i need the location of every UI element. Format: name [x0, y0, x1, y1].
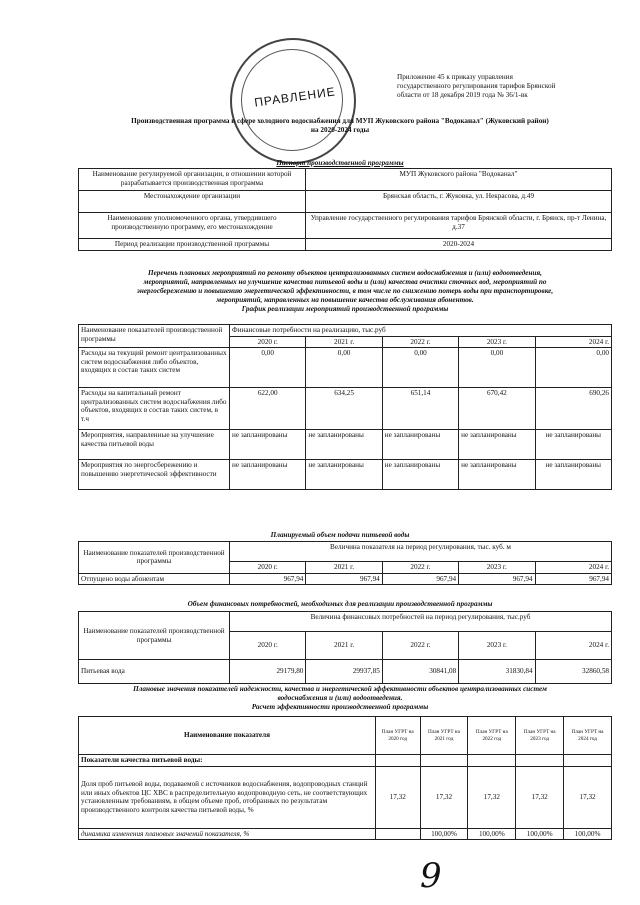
table-cell: не запланированы — [459, 460, 535, 490]
events-subheading: График реализации мероприятий производственной программы — [241, 305, 449, 313]
table-cell: 0,00 — [382, 348, 458, 388]
year-header: 2020 г. — [230, 336, 306, 348]
appendix-line: Приложение 45 к приказу управления — [397, 73, 513, 81]
table-cell: не запланированы — [230, 430, 306, 460]
table-cell: 0,00 — [535, 348, 611, 388]
table-cell: 967,94 — [535, 573, 612, 585]
table-row-label: Отпущено воды абонентам — [79, 573, 230, 585]
year-header: 2021 г. — [306, 562, 382, 574]
table-cell: 651,14 — [382, 388, 458, 430]
events-heading-line: мероприятий, направленных на повышение качества обслуживания абонентов. — [216, 296, 474, 304]
col-header: Величина финансовых потребностей на период регулирования, тыс.руб — [230, 612, 612, 632]
year-header: План УГРТ на 2023 год — [516, 717, 564, 755]
planned-heading-line: водоснабжения и (или) водоотведения. — [277, 694, 403, 702]
passport-heading: Паспорт производственной программы — [276, 159, 404, 167]
table-row-label: Доля проб питьевой воды, подаваемой с источников водоснабжения, водопроводных станций или иных объектов ЦС ХВС в распределительную водопроводную сеть, не соответствующих установленным требованиям, в общем объеме проб, отобранных по результатам производственного контроля качества питьевой воды, % — [79, 766, 376, 828]
table-cell: 17,32 — [420, 766, 468, 828]
col-header: Наименование показателей производственной программы — [79, 612, 230, 660]
table-cell: 17,32 — [564, 766, 612, 828]
year-header: 2022 г. — [382, 632, 458, 660]
col-header: Наименование показателей производственной программы — [79, 325, 230, 348]
finance-heading: Объем финансовых потребностей, необходимых для реализации производственной программы — [187, 600, 493, 608]
table-cell: 17,32 — [516, 766, 564, 828]
table-cell: 100,00% — [468, 828, 516, 840]
title-line: Производственная программа в сфере холодного водоснабжения для МУП Жуковского района "Водоканал" (Жуковский район) — [131, 117, 549, 125]
stamp-text: ПРАВЛЕНИЕ — [253, 84, 337, 110]
official-stamp — [230, 38, 356, 164]
year-header: План УГРТ на 2021 год — [420, 717, 468, 755]
table-cell: 0,00 — [306, 348, 382, 388]
table-cell: 29179,80 — [230, 660, 306, 684]
table-cell: не запланированы — [306, 430, 382, 460]
year-header: 2023 г. — [459, 562, 535, 574]
title-line: на 2020-2024 годы — [310, 126, 370, 134]
passport-value: Управление государственного регулирования тарифов Брянской области, г. Брянск, пр-т Ленина, д.37 — [306, 213, 612, 239]
year-header: 2021 г. — [306, 632, 382, 660]
passport-value: Брянская область, г. Жуковка, ул. Некрасова, д.49 — [306, 191, 612, 213]
table-cell: 967,94 — [382, 573, 458, 585]
table-cell: 30841,08 — [382, 660, 458, 684]
table-cell: 967,94 — [230, 573, 306, 585]
passport-label: Местонахождение организации — [79, 191, 306, 213]
passport-label: Наименование регулируемой организации, в отношении которой разрабатывается производственная программа — [79, 169, 306, 191]
page-title — [70, 117, 610, 135]
year-header: 2022 г. — [382, 562, 458, 574]
table-cell: не запланированы — [535, 460, 611, 490]
planned-subheading: Расчет эффективности производственной программы — [251, 703, 429, 711]
table-row-label: динамика изменения плановых значений показателя, % — [79, 828, 376, 840]
table-cell — [376, 828, 421, 840]
year-header: План УГРТ на 2020 год — [376, 717, 421, 755]
table-cell: 0,00 — [230, 348, 306, 388]
table-cell: 100,00% — [420, 828, 468, 840]
table-cell: 31830,84 — [459, 660, 535, 684]
year-header: 2020 г. — [230, 632, 306, 660]
table-row-label: Мероприятия, направленные на улучшение качества питьевой воды — [79, 430, 230, 460]
table-cell: не запланированы — [306, 460, 382, 490]
year-header: План УГРТ на 2022 год — [468, 717, 516, 755]
planned-heading-line: Плановые значения показателей надежности, качества и энергетической эффективности объектов централизованных систем — [133, 685, 547, 693]
table-cell: не запланированы — [382, 460, 458, 490]
supply-heading: Планируемый объем подачи питьевой воды — [270, 531, 410, 539]
year-header: 2020 г. — [230, 562, 306, 574]
planned-table — [78, 716, 612, 840]
col-header: Финансовые потребности на реализацию, тыс.руб — [230, 325, 612, 337]
appendix-line: государственного регулирования тарифов Брянской — [397, 82, 556, 90]
appendix-note — [397, 73, 617, 100]
page-number: 9 — [420, 856, 442, 896]
table-row-label: Мероприятия по энергосбережению и повышению энергетической эффективности — [79, 460, 230, 490]
year-header: 2023 г. — [459, 336, 535, 348]
table-cell: 967,94 — [306, 573, 382, 585]
table-cell: не запланированы — [382, 430, 458, 460]
year-header: План УГРТ на 2024 год — [564, 717, 612, 755]
table-cell: 29937,85 — [306, 660, 382, 684]
table-cell: 32860,58 — [535, 660, 611, 684]
passport-value: 2020-2024 — [306, 239, 612, 251]
table-cell: 17,32 — [376, 766, 421, 828]
passport-value: МУП Жуковского района "Водоканал" — [306, 169, 612, 191]
events-heading — [70, 269, 620, 314]
events-table — [78, 324, 612, 490]
finance-table — [78, 611, 612, 684]
table-cell: 670,42 — [459, 388, 535, 430]
table-cell: 100,00% — [564, 828, 612, 840]
table-row-label: Питьевая вода — [79, 660, 230, 684]
events-heading-line: Перечень плановых мероприятий по ремонту объектов централизованных систем водоснабжения и (или) водоотведения, — [148, 269, 542, 277]
table-cell: не запланированы — [459, 430, 535, 460]
table-row-label: Расходы на текущий ремонт централизованных систем водоснабжения либо объектов, входящих в состав таких систем — [79, 348, 230, 388]
table-cell: 967,94 — [459, 573, 535, 585]
col-header: Величина показателя на период регулирования, тыс. куб. м — [230, 542, 612, 562]
table-cell: 634,25 — [306, 388, 382, 430]
year-header: 2023 г. — [459, 632, 535, 660]
table-cell: не запланированы — [535, 430, 611, 460]
supply-table — [78, 541, 612, 585]
year-header: 2022 г. — [382, 336, 458, 348]
year-header: 2024 г. — [535, 336, 611, 348]
year-header: 2021 г. — [306, 336, 382, 348]
table-cell: 690,26 — [535, 388, 611, 430]
passport-label: Наименование уполномоченного органа, утвердившего производственную программу, его местонахождение — [79, 213, 306, 239]
col-header: Наименование показателей производственной программы — [79, 542, 230, 574]
table-cell: 100,00% — [516, 828, 564, 840]
table-row-label: Расходы на капитальный ремонт централизованных систем водоснабжения либо объектов, входящих в состав таких систем, в т.ч — [79, 388, 230, 430]
col-header: Наименование показателя — [79, 717, 376, 755]
table-cell: 622,00 — [230, 388, 306, 430]
passport-label: Период реализации производственной программы — [79, 239, 306, 251]
events-heading-line: энергосбережению и повышению энергетической эффективности, в том числе по снижению потерь воды при транспортировке, — [136, 287, 554, 295]
year-header: 2024 г. — [535, 562, 612, 574]
table-cell: 17,32 — [468, 766, 516, 828]
table-cell: не запланированы — [230, 460, 306, 490]
passport-table — [78, 168, 612, 251]
year-header: 2024 г. — [535, 632, 611, 660]
events-heading-line: мероприятий, направленных на улучшение качества питьевой воды и (или) качества очистки сточных вод, мероприятий по — [143, 278, 547, 286]
planned-heading — [60, 685, 620, 712]
appendix-line: области от 18 декабря 2019 года № 36/1-вк — [397, 91, 528, 99]
section-label: Показатели качества питьевой воды: — [79, 755, 376, 767]
table-cell: 0,00 — [459, 348, 535, 388]
